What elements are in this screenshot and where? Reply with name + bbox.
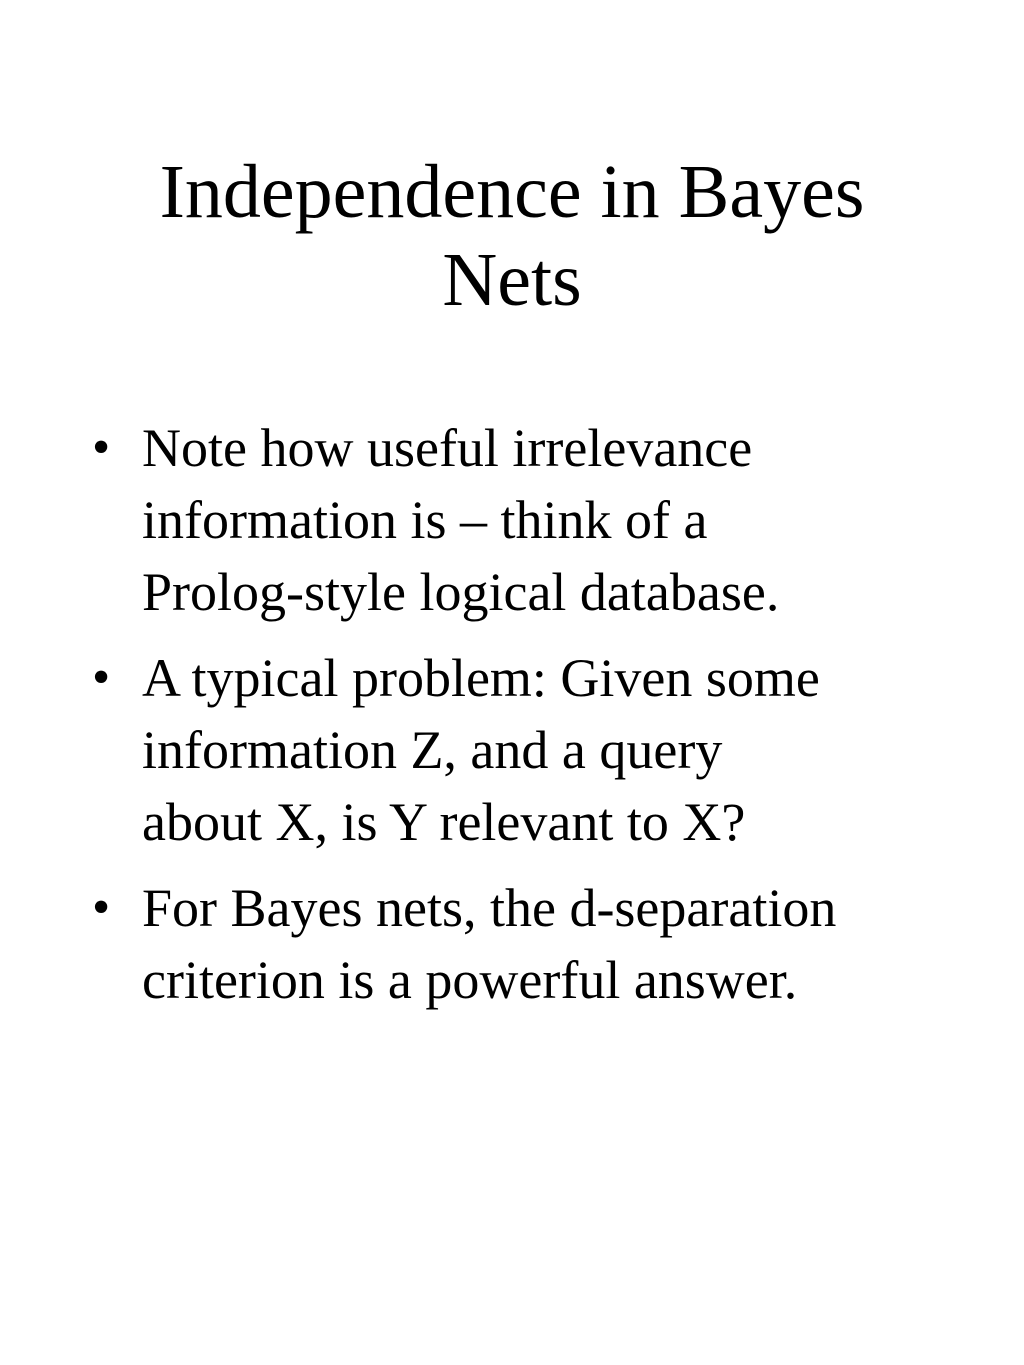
slide-title — [60, 148, 964, 324]
bullet-item — [0, 642, 1024, 858]
bullet-item — [0, 872, 1024, 1016]
slide-title-line: Nets — [442, 238, 582, 322]
bullet-text — [142, 412, 1024, 628]
bullet-line: A typical problem: Given some — [142, 648, 820, 708]
bullet-text — [142, 872, 1024, 1016]
bullet-list — [0, 412, 1024, 1030]
bullet-line: criterion is a powerful answer. — [142, 950, 798, 1010]
bullet-line: Note how useful irrelevance — [142, 418, 753, 478]
bullet-point-icon: • — [92, 649, 111, 706]
bullet-item — [0, 412, 1024, 628]
bullet-point-icon: • — [92, 879, 111, 936]
bullet-text — [142, 642, 1024, 858]
bullet-line: For Bayes nets, the d-separation — [142, 878, 837, 938]
bullet-line: information Z, and a query — [142, 720, 723, 780]
bullet-point-icon: • — [92, 419, 111, 476]
bullet-line: about X, is Y relevant to X? — [142, 792, 746, 852]
bullet-line: Prolog-style logical database. — [142, 562, 780, 622]
bullet-line: information is – think of a — [142, 490, 708, 550]
slide-title-line: Independence in Bayes — [159, 150, 865, 234]
